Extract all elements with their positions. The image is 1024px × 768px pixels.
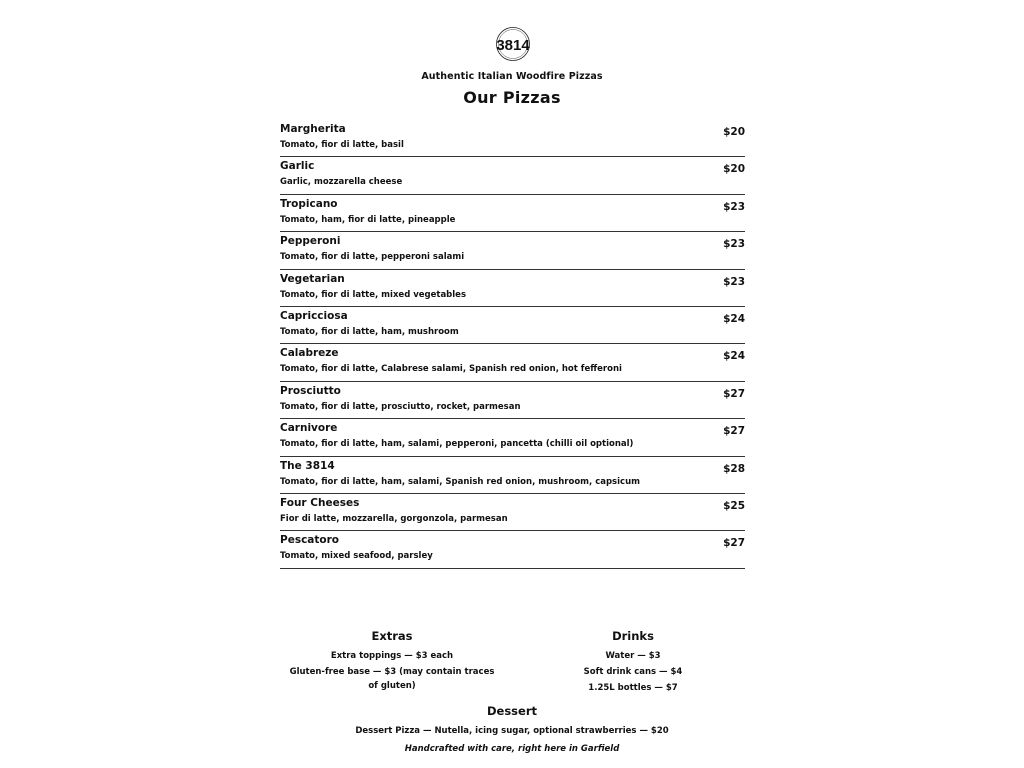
dessert-line: Dessert Pizza — Nutella, icing sugar, optional strawberries — $20: [355, 726, 669, 736]
menu-item-garlic: [280, 157, 745, 194]
pizza-list: [280, 120, 745, 569]
item-description: Tomato, fior di latte, pepperoni salami: [280, 252, 465, 263]
item-description: Fior di latte, mozzarella, gorgonzola, parmesan: [280, 513, 508, 524]
item-description: Tomato, fior di latte, ham, salami, pepperoni, pancetta (chilli oil optional): [280, 439, 634, 450]
item-price: $23: [723, 200, 745, 213]
menu-item-calabreze: [280, 344, 745, 381]
menu-item-carnivore: [280, 419, 745, 456]
menu-item-prosciutto: [280, 382, 745, 419]
menu-item-tropicano: [280, 195, 745, 232]
item-name: Garlic: [280, 160, 315, 173]
logo-text: 3814: [496, 37, 530, 54]
item-description: Tomato, fior di latte, ham, salami, Spanish red onion, mushroom, capsicum: [280, 476, 640, 487]
item-name: The 3814: [280, 459, 335, 472]
item-description: Tomato, fior di latte, basil: [280, 140, 404, 150]
item-name: Tropicano: [280, 197, 338, 210]
drinks-line: 1.25L bottles — $7: [588, 683, 678, 693]
menu-item-vegetarian: [280, 270, 745, 307]
extras-line: Extra toppings — $3 each: [330, 651, 454, 661]
item-price: $20: [723, 163, 745, 176]
item-price: $27: [723, 425, 745, 438]
item-price: $27: [723, 537, 745, 550]
item-price: $23: [723, 275, 745, 288]
item-description: Tomato, mixed seafood, parsley: [280, 551, 433, 562]
item-name: Prosciutto: [280, 384, 341, 397]
menu-item-pepperoni: [280, 232, 745, 269]
item-name: Four Cheeses: [280, 496, 360, 509]
item-price: $23: [723, 238, 745, 251]
drinks-line: Soft drink cans — $4: [583, 667, 683, 677]
item-name: Pescatoro: [280, 534, 340, 547]
menu-item-margherita: [280, 120, 745, 157]
extras-title: Extras: [371, 629, 413, 643]
item-price: $24: [723, 312, 745, 325]
menu-item-four-cheeses: [280, 494, 745, 531]
item-price: $27: [723, 387, 745, 400]
drinks-line: Water — $3: [605, 651, 661, 661]
footer-note: Handcrafted with care, right here in Garfield: [404, 744, 620, 754]
item-price: $25: [723, 499, 745, 512]
item-description: Tomato, fior di latte, ham, mushroom: [280, 326, 459, 337]
item-name: Margherita: [280, 123, 346, 135]
item-price: $20: [723, 126, 745, 138]
item-name: Pepperoni: [280, 235, 341, 248]
dessert-title: Dessert: [486, 704, 537, 718]
drinks-title: Drinks: [612, 629, 654, 643]
item-name: Vegetarian: [280, 272, 345, 285]
item-description: Tomato, ham, fior di latte, pineapple: [280, 214, 456, 225]
extras-line: of gluten): [368, 681, 416, 691]
menu-item-capricciosa: [280, 307, 745, 344]
item-description: Garlic, mozzarella cheese: [280, 177, 403, 188]
item-description: Tomato, fior di latte, Calabrese salami, Spanish red onion, hot fefferoni: [280, 364, 622, 375]
item-name: Calabreze: [280, 347, 339, 360]
item-description: Tomato, fior di latte, mixed vegetables: [280, 289, 467, 300]
menu-item-pescatoro: [280, 531, 745, 568]
extras-line: Gluten-free base — $3 (may contain traces: [289, 667, 495, 677]
item-description: Tomato, fior di latte, prosciutto, rocket, parmesan: [280, 401, 521, 412]
tagline: Authentic Italian Woodfire Pizzas: [421, 71, 603, 82]
item-name: Carnivore: [280, 422, 338, 435]
brand-logo: [495, 26, 531, 62]
item-name: Capricciosa: [280, 309, 348, 322]
page-title: Our Pizzas: [463, 88, 561, 107]
menu-item-the-3814: [280, 457, 745, 494]
item-price: $24: [723, 350, 745, 363]
item-price: $28: [723, 462, 745, 475]
